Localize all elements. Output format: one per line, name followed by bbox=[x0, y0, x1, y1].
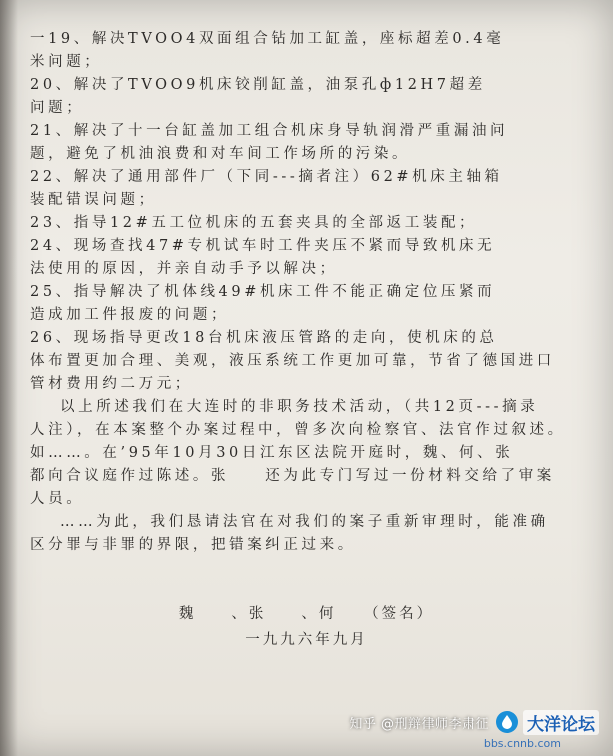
zhihu-watermark: 知乎 @刑辩律师李肃征 bbox=[349, 716, 489, 732]
item-25-line2: 造成加工件报废的问题； bbox=[30, 307, 230, 323]
item-23: 23、指导12#五工位机床的五套夹具的全部返工装配； bbox=[30, 215, 478, 231]
item-22-line2: 装配错误问题； bbox=[30, 192, 157, 208]
watermark bbox=[349, 702, 599, 742]
summary-line1: 以上所述我们在大连时的非职务技术活动，（共12页---摘录 bbox=[60, 399, 539, 415]
signature-names: 魏 、张 、何 （签名） bbox=[178, 606, 435, 622]
item-19-line1: 一19、解决TVOO4双面组合钻加工缸盖，座标超差0.4毫 bbox=[30, 31, 505, 47]
item-26-line3: 管材费用约二万元； bbox=[30, 376, 193, 392]
appeal-line2: 区分罪与非罪的界限，把错案纠正过来。 bbox=[30, 537, 356, 553]
item-21-line2: 题，避免了机油浪费和对车间工作场所的污染。 bbox=[30, 146, 411, 162]
item-25-line1: 25、指导解决了机体线49#机床工件不能正确定位压紧而 bbox=[30, 284, 496, 300]
signature-date: 一九九六年九月 bbox=[245, 632, 368, 648]
document-body bbox=[30, 28, 590, 557]
item-21-line1: 21、解决了十一台缸盖加工组合机床身导轨润滑严重漏油问 bbox=[30, 123, 509, 139]
appeal-line1: ……为此，我们恳请法官在对我们的案子重新审理时，能准确 bbox=[60, 514, 549, 530]
summary-line2: 人注），在本案整个办案过程中，曾多次向检察官、法官作过叙述。 bbox=[30, 422, 566, 438]
item-24-line2: 法使用的原因，并亲自动手予以解决； bbox=[30, 261, 338, 277]
summary-line5: 人员。 bbox=[30, 491, 85, 507]
item-22-line1: 22、解决了通用部件厂（下同---摘者注）62#机床主轴箱 bbox=[30, 169, 503, 185]
item-26-line1: 26、现场指导更改18台机床液压管路的走向，使机床的总 bbox=[30, 330, 498, 346]
item-19-line2: 米问题； bbox=[30, 54, 103, 70]
forum-logo bbox=[495, 710, 599, 735]
summary-line3: 如……。在’95年10月30日江东区法院开庭时，魏、何、张 bbox=[30, 445, 514, 461]
item-20-line2: 问题； bbox=[30, 100, 85, 116]
forum-brand: 大洋论坛 bbox=[523, 710, 599, 735]
item-24-line1: 24、现场查找47#专机试车时工件夹压不紧而导致机床无 bbox=[30, 238, 496, 254]
summary-line4: 都向合议庭作过陈述。张 还为此专门写过一份材料交给了审案 bbox=[30, 468, 555, 484]
item-20-line1: 20、解决了TVOO9机床铰削缸盖，油泵孔ф12H7超差 bbox=[30, 77, 486, 93]
forum-site: bbs.cnnb.com bbox=[483, 737, 561, 750]
drop-logo-icon bbox=[495, 710, 519, 734]
item-26-line2: 体布置更加合理、美观，液压系统工作更加可靠，节省了德国进口 bbox=[30, 353, 555, 369]
